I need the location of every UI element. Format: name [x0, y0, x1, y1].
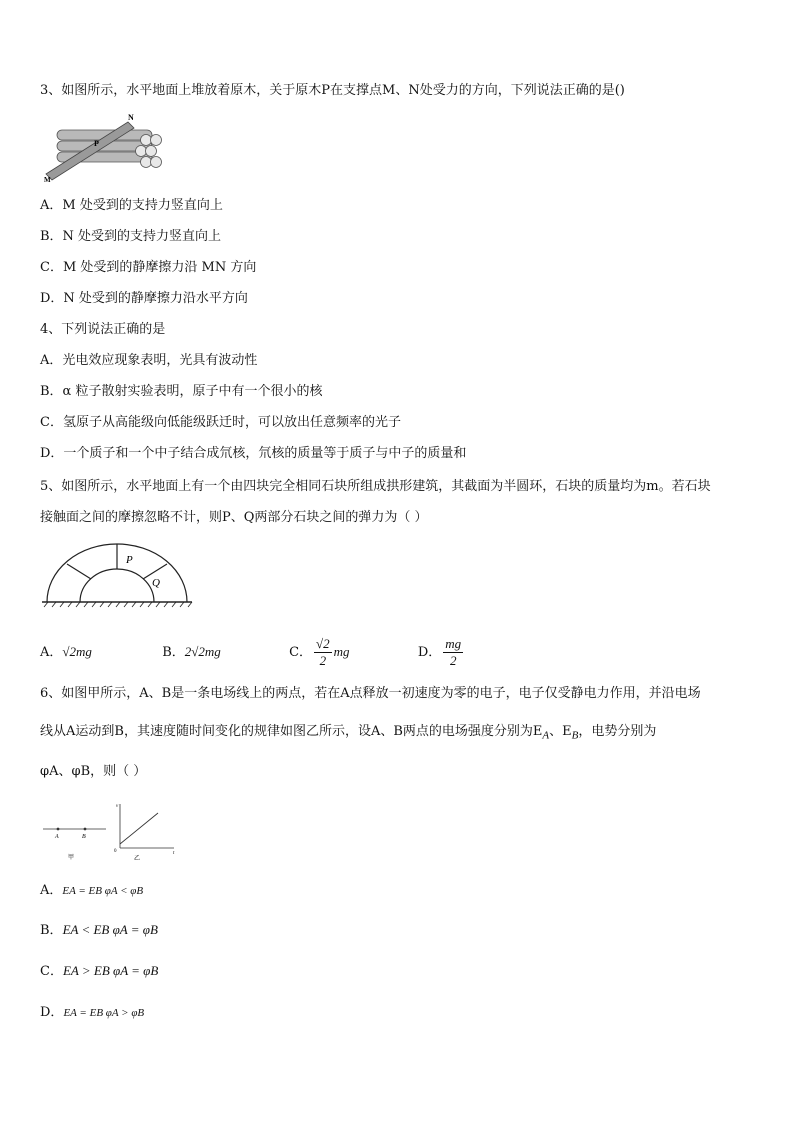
- q6-option-b: B．EA < EB φA = φB: [40, 922, 158, 938]
- q3-label-n: N: [128, 113, 134, 122]
- q5-option-b-value: 2√2mg: [184, 644, 221, 659]
- q6-stem-line1: 6、如图甲所示，A、B是一条电场线上的两点，若在A点释放一初速度为零的电子，电子仅受静电力作用，并沿电场: [40, 686, 701, 701]
- q4-stem: 4、下列说法正确的是: [40, 322, 166, 337]
- q6-label-v: v: [116, 804, 119, 809]
- q6-label-origin: 0: [114, 849, 117, 854]
- q6-option-a: A．EA = EB φA < φB: [40, 883, 144, 898]
- q3-label-p: P: [94, 139, 99, 148]
- q5-label-p: P: [126, 554, 133, 566]
- q5-option-c-label: C．: [289, 645, 313, 660]
- q6-option-d: D．EA = EB φA > φB: [40, 1005, 145, 1020]
- q6-stem-line2: 线从A运动到B，其速度随时间变化的规律如图乙所示，设A、B两点的电场强度分别为$E_A$、$E_B$，电势分别为: [40, 724, 657, 742]
- q5-stem-line2: 接触面之间的摩擦忽略不计，则P、Q两部分石块之间的弹力为（ ）: [40, 510, 428, 525]
- q5-option-d-fraction: $\frac{mg}{2}$: [445, 636, 462, 668]
- q6-label-jia: 甲: [68, 855, 75, 861]
- q4-option-b: B．α 粒子散射实验表明，原子中有一个很小的核: [40, 384, 323, 399]
- q3-option-c: C．M 处受到的静摩擦力沿 MN 方向: [40, 260, 257, 275]
- q4-option-c: C．氢原子从高能级向低能级跃迁时，可以放出任意频率的光子: [40, 415, 401, 430]
- q5-label-q: Q: [152, 577, 160, 589]
- q5-option-a-label: A．: [40, 645, 63, 660]
- q5-option-c-fraction: $\frac{√2}{2}$: [316, 636, 330, 668]
- q5-option-a-value: √2mg: [62, 644, 92, 659]
- q6-label-yi: 乙: [134, 856, 141, 862]
- q6-label-a: A: [55, 834, 59, 840]
- q6-field-figures: [40, 800, 180, 864]
- q5-option-d-label: D．: [417, 645, 442, 660]
- q3-option-b: B．N 处受到的支持力竖直向上: [40, 229, 222, 244]
- q3-log-pile-figure: [42, 110, 167, 185]
- q3-stem: 3、如图所示，水平地面上堆放着原木，关于原木P在支撑点M、N处受力的方向，下列说法正确的是(): [40, 83, 625, 98]
- q5-option-b-label: B．: [162, 645, 185, 660]
- q3-option-d: D．N 处受到的静摩擦力沿水平方向: [40, 291, 248, 306]
- q5-options-row: A．√2mg B．2√2mg C． $\frac{√2}{2}$ mg D． $\frac{mg}{2}$: [40, 636, 462, 668]
- q4-option-a: A．光电效应现象表明，光具有波动性: [40, 353, 258, 368]
- q6-option-c: C．EA > EB φA = φB: [40, 963, 159, 979]
- q5-arch-figure: [40, 538, 195, 610]
- q4-option-d: D．一个质子和一个中子结合成氘核，氘核的质量等于质子与中子的质量和: [40, 446, 467, 461]
- q6-stem-line3: φA、φB，则（ ）: [40, 764, 147, 779]
- q5-stem-line1: 5、如图所示，水平地面上有一个由四块完全相同石块所组成拱形建筑，其截面为半圆环，石块的质量均为m。若石块: [40, 479, 711, 494]
- q6-label-b: B: [82, 834, 86, 840]
- q3-option-a: A．M 处受到的支持力竖直向上: [40, 198, 223, 213]
- q6-label-t: t: [173, 851, 175, 856]
- q3-label-m: M: [44, 176, 51, 184]
